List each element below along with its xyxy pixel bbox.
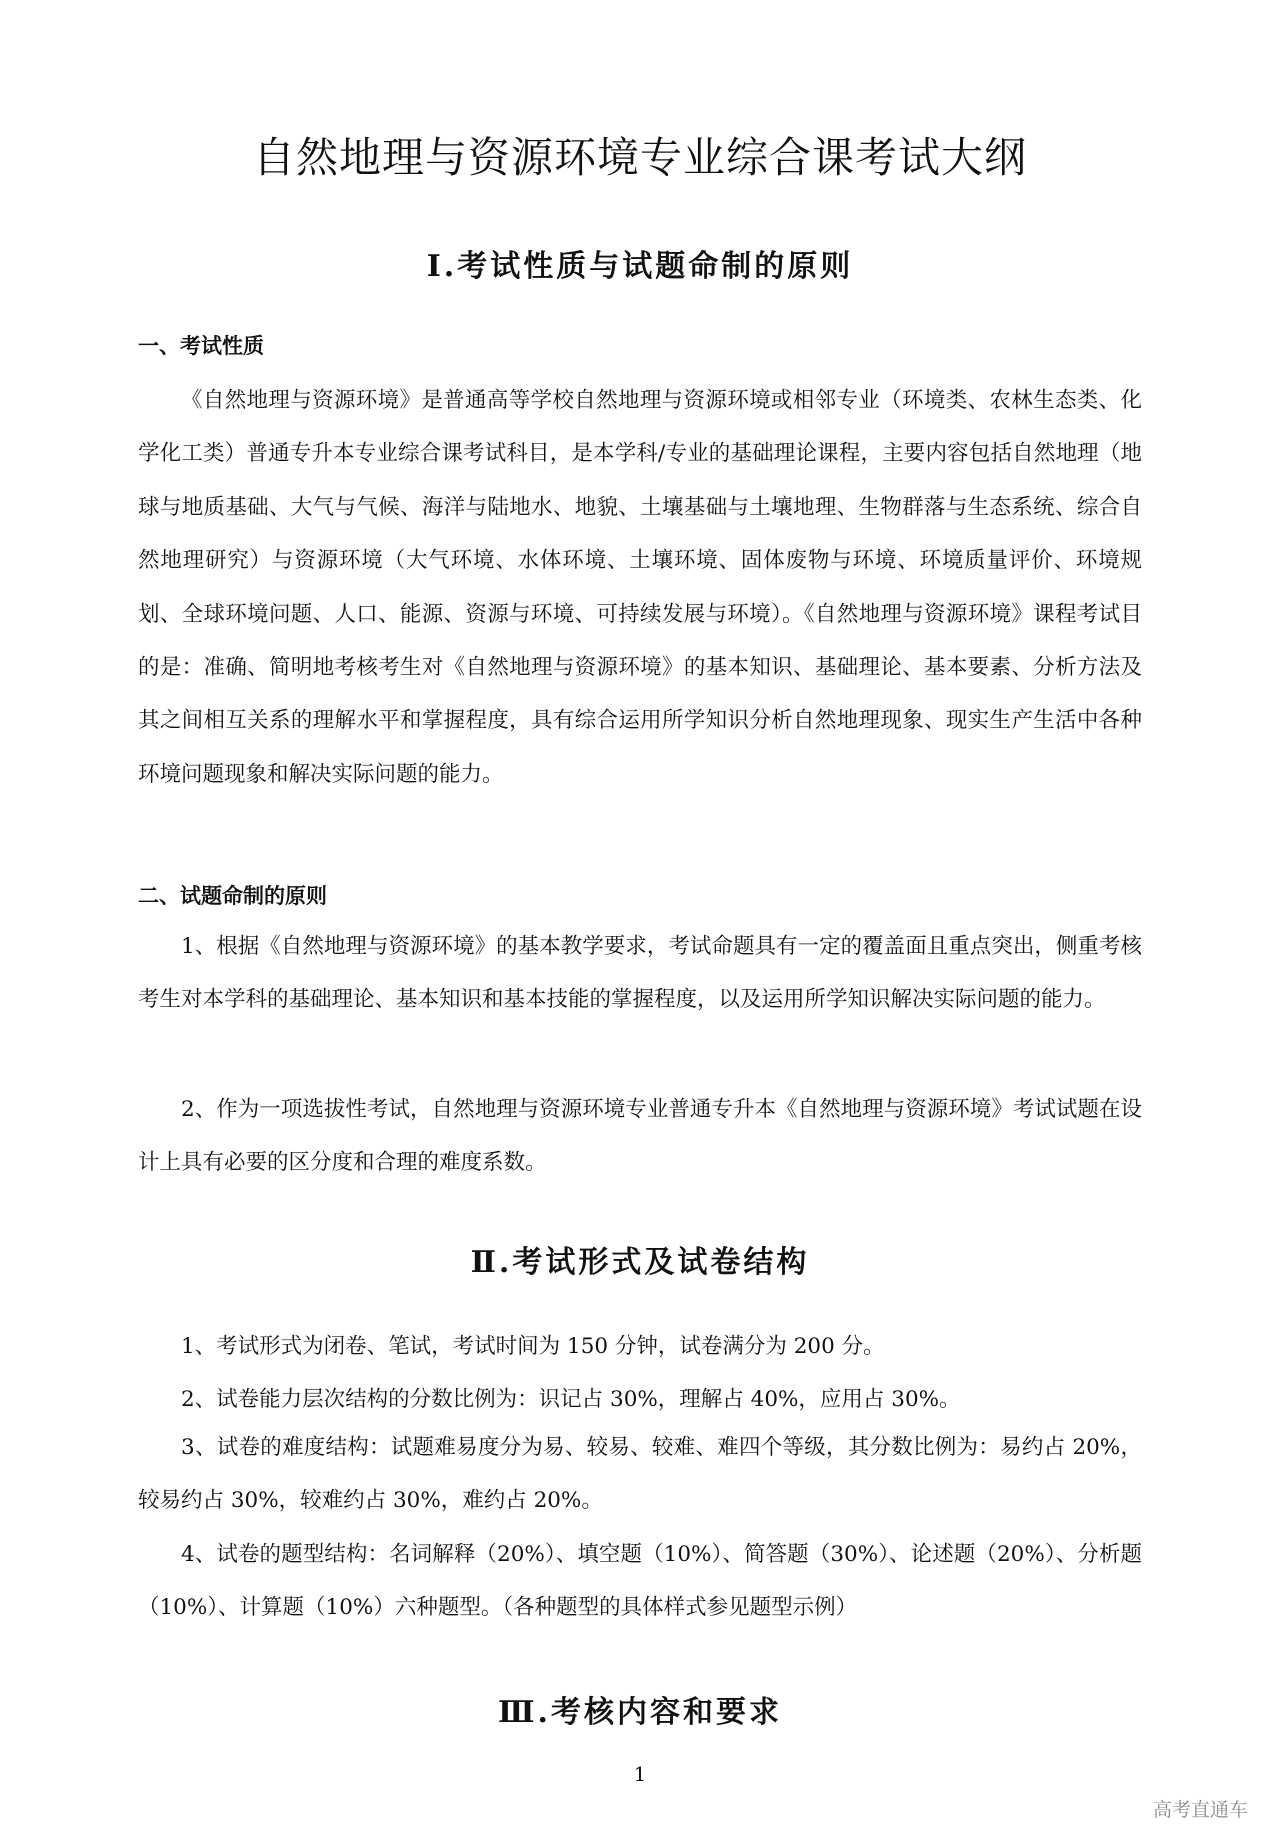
section-1-heading: Ⅰ.考试性质与试题命制的原则: [426, 249, 854, 284]
exam-form-item-4: 4、试卷的题型结构：名词解释（20%）、填空题（10%）、简答题（30%）、论述题（20%）、分析题（10%）、计算题（10%）六种题型。（各种题型的具体样式参见题型示例）: [138, 1542, 1142, 1621]
watermark-text: 高考直通车: [1152, 1799, 1248, 1821]
page-number: 1: [633, 1762, 647, 1786]
subsection-principles-heading: 二、试题命制的原则: [138, 884, 327, 908]
subsection-exam-nature-heading: 一、考试性质: [138, 334, 264, 358]
section-3-heading: Ⅲ.考核内容和要求: [498, 1695, 782, 1730]
exam-form-item-3: 3、试卷的难度结构：试题难易度分为易、较易、较难、难四个等级，其分数比例为：易约占 20%，较易约占 30%，较难约占 30%，难约占 20%。: [138, 1435, 1142, 1514]
principle-item-1: 1、根据《自然地理与资源环境》的基本教学要求，考试命题具有一定的覆盖面且重点突出，侧重考核考生对本学科的基础理论、基本知识和基本技能的掌握程度，以及运用所学知识解决实际问题的能力。: [138, 934, 1142, 1013]
document-title: 自然地理与资源环境专业综合课考试大纲: [252, 133, 1027, 182]
section-2-heading: Ⅱ.考试形式及试卷结构: [470, 1245, 810, 1280]
exam-form-item-1: 1、考试形式为闭卷、笔试，考试时间为 150 分钟，试卷满分为 200 分。: [181, 1334, 885, 1359]
exam-form-item-2: 2、试卷能力层次结构的分数比例为：识记占 30%，理解占 40%，应用占 30%。: [181, 1387, 961, 1412]
principle-item-2: 2、作为一项选拔性考试，自然地理与资源环境专业普通专升本《自然地理与资源环境》考试试题在设计上具有必要的区分度和合理的难度系数。: [138, 1097, 1142, 1176]
exam-nature-paragraph: 《自然地理与资源环境》是普通高等学校自然地理与资源环境或相邻专业（环境类、农林生态类、化学化工类）普通专升本专业综合课考试科目，是本学科/专业的基础理论课程，主要内容包括自然地理（地球与地质基础、大气与气候、海洋与陆地水、地貌、土壤基础与土壤地理、生物群落与生态系统、综合自然地理研究）与资源环境（大气环境、水体环境、土壤环境、固体废物与环境、环境质量评价、环境规划、全球环境问题、人口、能源、资源与环境、可持续发展与环境）。《自然地理与资源环境》课程考试目的是：准确、简明地考核考生对《自然地理与资源环境》的基本知识、基础理论、基本要素、分析方法及其之间相互关系的理解水平和掌握程度，具有综合运用所学知识分析自然地理现象、现实生产生活中各种环境问题现象和解决实际问题的能力。: [138, 388, 1142, 787]
